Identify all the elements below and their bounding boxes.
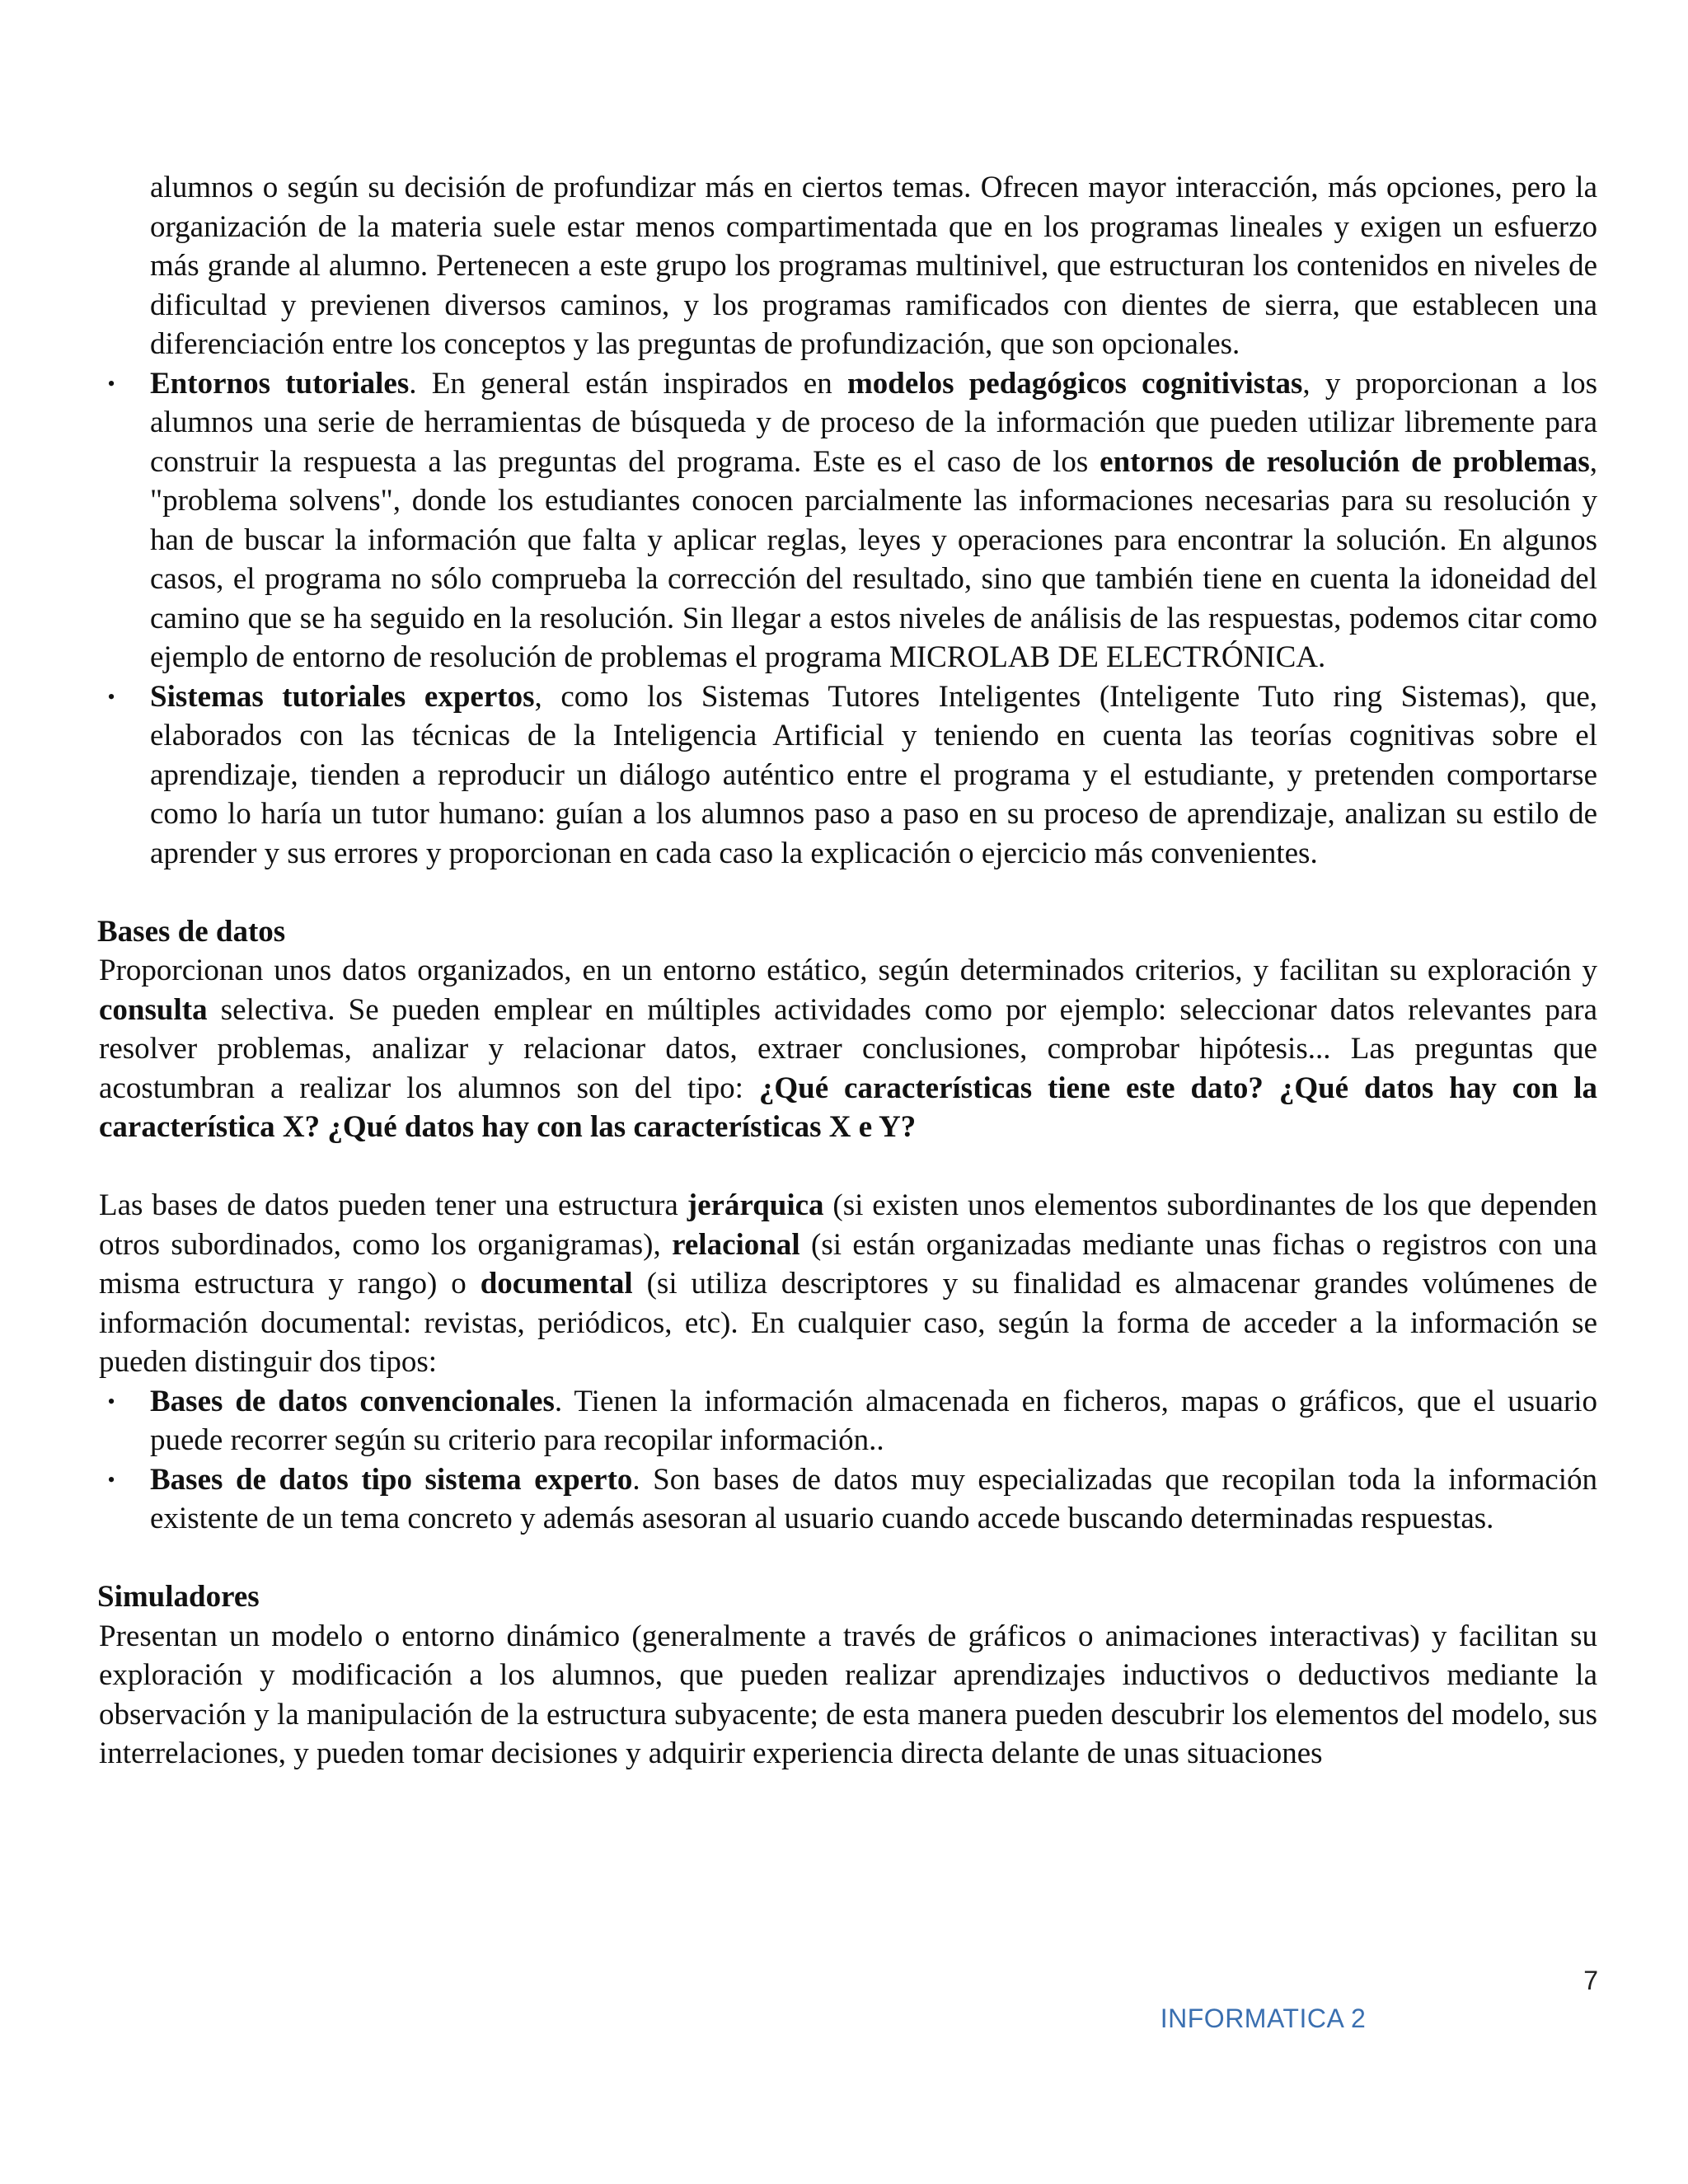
page-number: 7 bbox=[1583, 1966, 1598, 1995]
bold-term: jerárquica bbox=[687, 1188, 824, 1222]
spacer bbox=[99, 1539, 1597, 1578]
section-heading-bases-de-datos: Bases de datos bbox=[97, 914, 286, 949]
bases-paragraph-2 bbox=[99, 1186, 1597, 1382]
page-content bbox=[99, 168, 1597, 1774]
text-run: Las bases de datos pueden tener una estructura bbox=[99, 1188, 687, 1222]
bold-term: Bases de datos tipo sistema experto bbox=[150, 1462, 633, 1497]
list-item bbox=[99, 1460, 1597, 1539]
text-run: selectiva. Se pueden emplear en múltiples actividades como por ejemplo: seleccionar datos relevantes para resolver problemas, analizar y relacionar datos, extraer conclusiones, comprobar hipótesis... Las preguntas que acostumbran a realizar los alumnos son del tipo: bbox=[99, 992, 1597, 1105]
text-run: . Son bases de datos muy especializadas que recopilan toda la información existente de un tema concreto y además asesoran al usuario cuando accede buscando determinadas respuestas. bbox=[150, 1462, 1597, 1535]
text-run: (si están organizadas mediante unas fichas o registros con una misma estructura y rango) o bbox=[99, 1227, 1597, 1301]
text-run: (si existen unos elementos subordinantes de los que dependen otros subordinados, como los organigramas), bbox=[99, 1188, 1598, 1262]
bold-term: entornos de resolución de problemas bbox=[1100, 444, 1590, 479]
text-run: . En general están inspirados en bbox=[409, 366, 847, 401]
bold-term: ¿Qué características tiene este dato? ¿Qué datos hay con la característica X? ¿Qué datos hay con las características X e Y? bbox=[99, 1071, 1597, 1144]
bases-paragraph-1 bbox=[99, 951, 1597, 1147]
bold-term: relacional bbox=[672, 1227, 800, 1262]
list-item bbox=[99, 1382, 1597, 1460]
list-item bbox=[99, 677, 1597, 874]
bold-term: documental bbox=[480, 1267, 633, 1301]
bullet-icon: • bbox=[107, 1467, 115, 1492]
bold-term: Sistemas tutoriales expertos bbox=[150, 679, 535, 714]
bold-term: Entornos tutoriales bbox=[150, 366, 410, 401]
text-run: . Tienen la información almacenada en ficheros, mapas o gráficos, que el usuario puede recorrer según su criterio para recopilar información.. bbox=[150, 1384, 1597, 1457]
bold-term: Bases de datos convencionales bbox=[150, 1384, 555, 1418]
text-run: , "problema solvens", donde los estudiantes conocen parcialmente las informaciones necesarias para su resolución y han de buscar la información que falta y aplicar reglas, leyes y operaciones para encontrar la solución. En algunos casos, el programa no sólo comprueba la corrección del resultado, sino que también tiene en cuenta la idoneidad del camino que se ha seguido en la resolución. Sin llegar a estos niveles de análisis de las respuestas, podemos citar como ejemplo de entorno de resolución de problemas el programa MICROLAB DE ELECTRÓNICA. bbox=[150, 444, 1597, 674]
section-heading-simuladores: Simuladores bbox=[97, 1580, 260, 1614]
bullet-icon: • bbox=[107, 1389, 115, 1413]
list-item bbox=[99, 364, 1597, 677]
spacer bbox=[99, 1147, 1597, 1187]
bold-term: consulta bbox=[99, 992, 208, 1027]
bullet-icon: • bbox=[107, 684, 115, 709]
footer-title: INFORMATICA 2 bbox=[1160, 2004, 1367, 2033]
text-run: (si utiliza descriptores y su finalidad es almacenar grandes volúmenes de información documental: revistas, periódicos, etc). En cualquier caso, según la forma de acceder a la información se pueden distinguir dos tipos: bbox=[99, 1267, 1598, 1379]
intro-paragraph: alumnos o según su decisión de profundizar más en ciertos temas. Ofrecen mayor interacción, más opciones, pero la organización de la materia suele estar menos compartimentada que en los programas lineales y exigen un esfuerzo más grande al alumno. Pertenecen a este grupo los programas multinivel, que estructuran los contenidos en niveles de dificultad y previenen diversos caminos, y los programas ramificados con dientes de sierra, que establecen una diferenciación entre los conceptos y las preguntas de profundización, que son opcionales. bbox=[150, 171, 1597, 361]
text-run: Proporcionan unos datos organizados, en un entorno estático, según determinados criterios, y facilitan su exploración y bbox=[99, 954, 1597, 987]
bullet-icon: • bbox=[107, 371, 115, 396]
simuladores-paragraph-1: Presentan un modelo o entorno dinámico (generalmente a través de gráficos o animaciones interactivas) y facilitan su exploración y modificación a los alumnos, que pueden realizar aprendizajes inductivos o deductivos mediante la observación y la manipulación de la estructura subyacente; de esta manera pueden descubrir los elementos del modelo, sus interrelaciones, y pueden tomar decisiones y adquirir experiencia directa delante de unas situaciones bbox=[99, 1619, 1597, 1770]
bold-term: modelos pedagógicos cognitivistas bbox=[846, 366, 1303, 401]
text-run: , y proporcionan a los alumnos una serie de herramientas de búsqueda y de proceso de la información que pueden utilizar libremente para construir la respuesta a las preguntas del programa. Este es el caso de los bbox=[150, 366, 1598, 479]
text-run: , como los Sistemas Tutores Inteligentes (Inteligente Tuto ring Sistemas), que, elaborados con las técnicas de la Inteligencia Artificial y teniendo en cuenta las teorías cognitivas sobre el aprendizaje, tienden a reproducir un diálogo auténtico entre el programa y el estudiante, y pretenden comportarse como lo haría un tutor humano: guían a los alumnos paso a paso en su proceso de aprendizaje, analizan su estilo de aprender y sus errores y proporcionan en cada caso la explicación o ejercicio más convenientes. bbox=[150, 679, 1598, 870]
spacer bbox=[99, 873, 1597, 912]
